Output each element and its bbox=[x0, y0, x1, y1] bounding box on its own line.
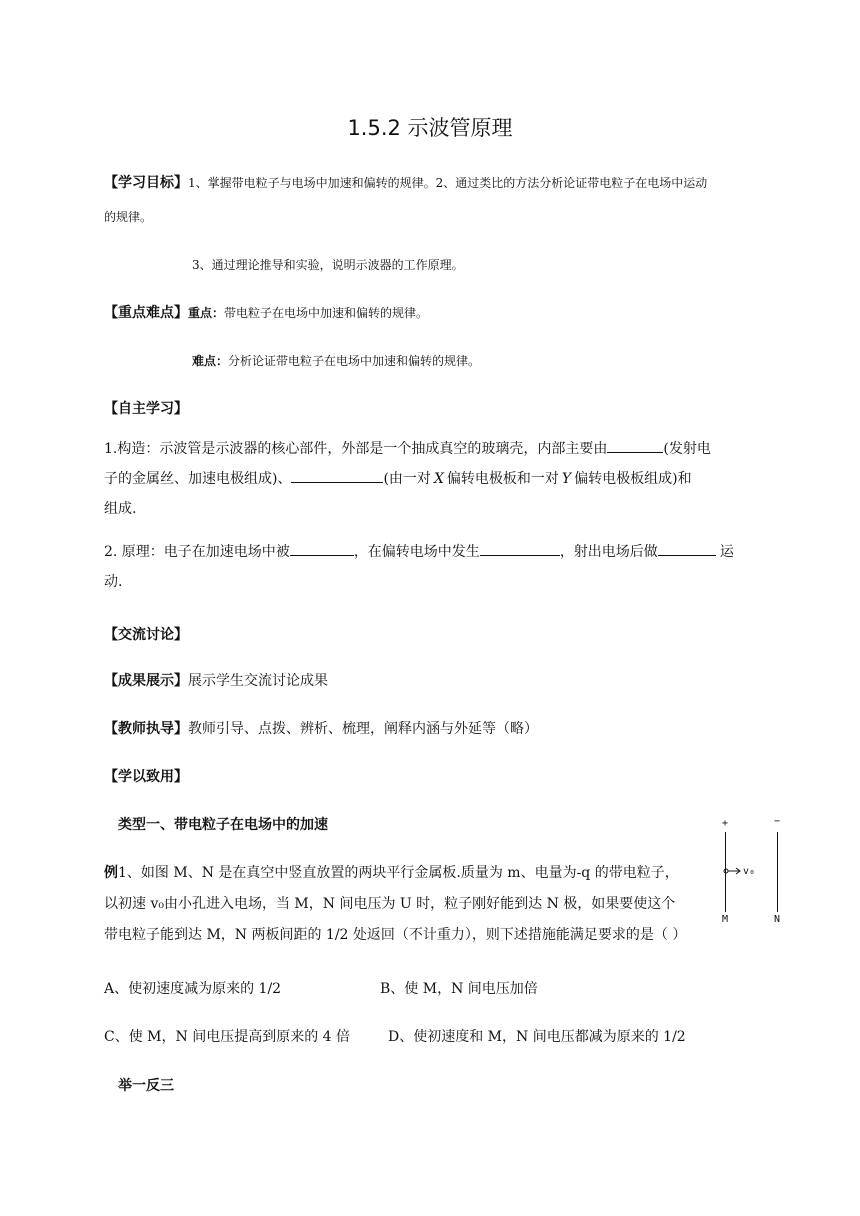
velocity-arrow-icon bbox=[723, 866, 743, 876]
example-1-text-3: 带电粒子能到达 M，N 两板间距的 1/2 处返回（不计重力），则下述措施能满足要求的是（ ） bbox=[104, 927, 687, 943]
self-study-heading: 【自主学习】 bbox=[104, 401, 188, 417]
q1-var-y: Y bbox=[561, 471, 572, 487]
discussion-heading: 【交流讨论】 bbox=[104, 627, 188, 643]
q1-text-a: 1.构造：示波管是示波器的核心部件，外部是一个抽成真空的玻璃壳，内部主要由 bbox=[104, 441, 608, 457]
plates-diagram bbox=[716, 818, 796, 928]
example-label: 例 bbox=[104, 865, 118, 881]
q2-text-a: 2. 原理：电子在加速电场中被 bbox=[104, 544, 290, 560]
plus-sign: + bbox=[722, 818, 729, 829]
question-1-line-1 bbox=[104, 438, 711, 458]
teacher-text: 教师引导、点拨、辨析、梳理，阐释内涵与外延等（略） bbox=[188, 721, 538, 737]
example-1-text-1: 1、如图 M、N 是在真空中竖直放置的两块平行金属板.质量为 m、电量为-q 的带电粒子， bbox=[118, 865, 679, 881]
q2-text-c: ，射出电场后做 bbox=[559, 544, 658, 560]
results-label: 【成果展示】 bbox=[104, 673, 188, 689]
q1-text-f: 偏转电极板组成)和 bbox=[574, 471, 692, 487]
teacher-label: 【教师执导】 bbox=[104, 721, 188, 737]
q2-blank-1[interactable] bbox=[290, 542, 354, 556]
goals-line-1 bbox=[104, 172, 707, 192]
q1-text-b: (发射电 bbox=[663, 441, 711, 457]
option-b: B、使 M，N 间电压加倍 bbox=[380, 981, 538, 997]
results-line bbox=[104, 670, 328, 690]
apply-heading: 【学以致用】 bbox=[104, 769, 188, 785]
question-1-line-2 bbox=[104, 468, 692, 488]
q1-text-g: 组成. bbox=[104, 501, 137, 517]
option-d: D、使初速度和 M，N 间电压都减为原来的 1/2 bbox=[388, 1029, 686, 1045]
question-2-line-1 bbox=[104, 541, 734, 561]
example-1-text-2: 以初速 v₀由小孔进入电场，当 M，N 间电压为 U 时，粒子刚好能到达 N 极，如果要使这个 bbox=[104, 896, 676, 912]
q1-text-c: 子的金属丝、加速电极组成)、 bbox=[104, 471, 292, 487]
q2-blank-3[interactable] bbox=[658, 542, 716, 556]
minus-sign: − bbox=[774, 816, 781, 827]
q1-text-e: 偏转电极板和一对 bbox=[446, 471, 559, 487]
q2-text-d: 运 bbox=[719, 544, 734, 560]
page-title: 1.5.2 示波管原理 bbox=[347, 116, 513, 140]
m-label: M bbox=[722, 914, 729, 925]
key-points-line bbox=[104, 302, 428, 322]
difficulty-line bbox=[192, 350, 480, 369]
goals-label: 【学习目标】 bbox=[104, 175, 188, 191]
teacher-line bbox=[104, 718, 538, 738]
option-c: C、使 M，N 间电压提高到原来的 4 倍 bbox=[104, 1029, 351, 1045]
results-text: 展示学生交流讨论成果 bbox=[188, 673, 328, 689]
q1-text-d: (由一对 bbox=[383, 471, 431, 487]
n-label: N bbox=[774, 914, 781, 925]
key-points-label: 【重点难点】 bbox=[104, 305, 188, 321]
q1-blank-2[interactable] bbox=[291, 469, 383, 483]
plate-n bbox=[777, 832, 778, 912]
q2-blank-2[interactable] bbox=[480, 542, 560, 556]
goals-text-1: 1、掌握带电粒子与电场中加速和偏转的规律。2、通过类比的方法分析论证带电粒子在电场中运动 bbox=[188, 176, 708, 190]
q1-var-x: X bbox=[433, 471, 444, 487]
goals-text-3: 3、通过理论推导和实验，说明示波器的工作原理。 bbox=[192, 258, 464, 272]
difficulty-text: 分析论证带电粒子在电场中加速和偏转的规律。 bbox=[228, 354, 481, 368]
v0-label: v₀ bbox=[743, 866, 756, 877]
q2-text-b: ，在偏转电场中发生 bbox=[353, 544, 480, 560]
option-a: A、使初速度减为原来的 1/2 bbox=[104, 981, 282, 997]
type1-heading: 类型一、带电粒子在电场中的加速 bbox=[118, 817, 328, 833]
key-text: 带电粒子在电场中加速和偏转的规律。 bbox=[224, 306, 429, 320]
example-1-line-1 bbox=[104, 862, 679, 882]
key-label: 重点： bbox=[188, 306, 225, 320]
goals-text-2: 的规律。 bbox=[104, 210, 153, 224]
difficulty-label: 难点： bbox=[192, 354, 229, 368]
q2-text-e: 动. bbox=[104, 574, 123, 590]
q1-blank-1[interactable] bbox=[607, 439, 663, 453]
practice-heading: 举一反三 bbox=[118, 1078, 174, 1094]
